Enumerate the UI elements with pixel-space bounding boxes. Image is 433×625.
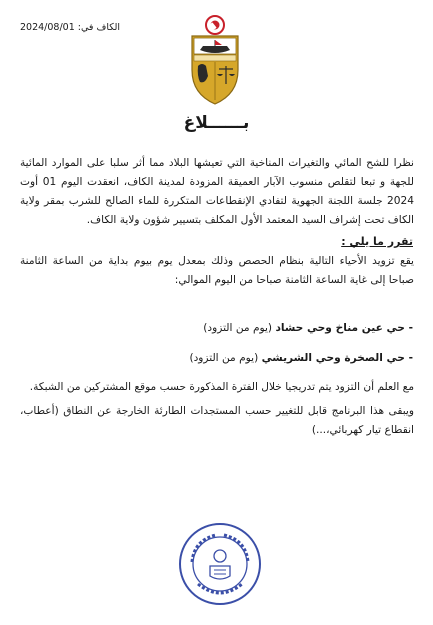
intro-paragraph: نظرا للشح المائي والتغيرات المناخية التي تعيشها البلاد مما أثر سلبا على الموارد المائية للجهة و تبعا لتقلص منسوب الآبار العميقة المزودة لمدينة الكاف، انعقدت اليوم 01 أوت 2024 جلسة اللجنة الجهوية لتفادي الإنقطاعات المتكررة للماء الصالح للشرب بمقر ولاية الكاف تحت إشراف السيد المعتمد الأول المكلف بتسيير شؤون ولاية الكاف. [20,157,415,226]
list-item [203,322,413,334]
closing-paragraph: ويبقى هذا البرنامج قابل للتغيير حسب المستجدات الطارئة الخارجة عن النطاق (أعطاب، انقطاع تيار كهربائي،...) [20,405,414,436]
decision-heading: تقرر ما يلي : [341,235,413,248]
list-item [189,352,413,364]
tunisia-coat-of-arms-icon [186,14,244,106]
neighborhood-name: - حي عين مناخ وحي حشاد [275,322,413,334]
supply-note: (يوم من التزود) [189,352,262,364]
page-title: بــــــلاغ [183,113,250,133]
supply-note: (يوم من التزود) [203,322,276,334]
neighborhood-name: - حي الصخرة وحي الشريشي [261,352,413,364]
decision-paragraph: يقع تزويد الأحياء التالية بنظام الحصص وذلك بمعدل يوم بيوم بداية من الساعة الثامنة صباحا إلى غاية الساعة الثامنة صباحا من اليوم الموالي: [20,255,414,286]
date-line: الكاف في: 2024/08/01 [20,22,120,33]
official-stamp-icon [178,522,262,606]
note-paragraph: مع العلم أن التزود يتم تدريجيا خلال الفترة المذكورة حسب موقع المشتركين من الشبكة. [29,381,414,393]
